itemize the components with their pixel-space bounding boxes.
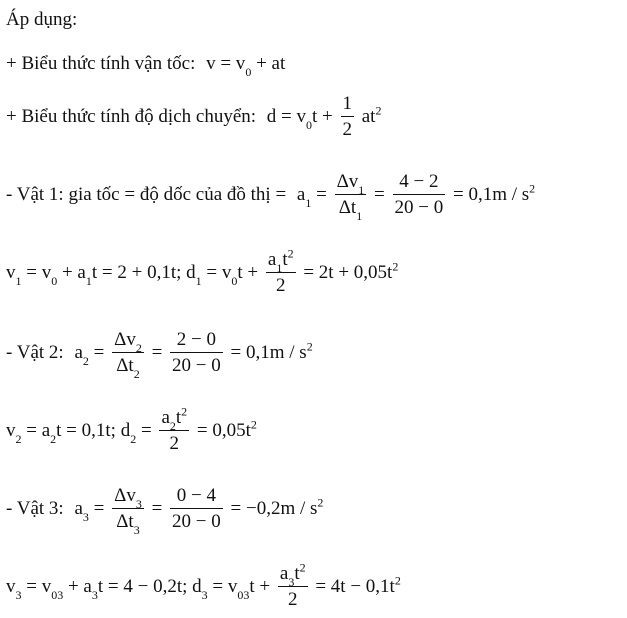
object3-label: - Vật 3:: [6, 498, 64, 519]
object2-delta-fraction: $\frac{\Delta v_2}{\Delta t_2}$: [114, 329, 142, 381]
object3-velocity: $v_3 = v_{03} + a_3t = 4 - 0,2t$; $d_3 = v_{03}t$ +: [6, 576, 271, 602]
object2-label: - Vật 2:: [6, 342, 64, 363]
displacement-label: + Biểu thức tính độ dịch chuyển:: [6, 106, 257, 127]
object1-value-fraction: $\frac{4 - 2}{20 - 0}$: [394, 171, 444, 218]
object3-acceleration-line: - Vật 3: $a_3$ = $\frac{\Delta v_3}{\Delta t_3}$ = $\frac{0 - 4}{20 - 0}$ = $-0,2m / s^2$: [6, 485, 324, 537]
velocity-formula-line: [6, 53, 286, 79]
object3-value-fraction: $\frac{0 - 4}{20 - 0}$: [172, 485, 221, 532]
object1-result: = $0,1m / s^2$: [452, 181, 536, 205]
object3-delta-fraction: $\frac{\Delta v_3}{\Delta t_3}$: [114, 485, 142, 537]
object1-label: - Vật 1: gia tốc = độ dốc của đồ thị =: [6, 184, 287, 205]
object1-displacement-fraction: $\frac{a_1t^2}{2}$: [267, 246, 294, 296]
object2-a: $a_2$ =: [74, 342, 105, 368]
object3-displacement-result: = $4t - 0,1t^2$: [315, 573, 401, 597]
object2-displacement-result: = $0,05t^2$: [196, 417, 257, 441]
velocity-label: + Biểu thức tính vận tốc:: [6, 53, 196, 74]
object2-value-fraction: $\frac{2 - 0}{20 - 0}$: [172, 329, 221, 376]
object2-equations-line: [6, 404, 257, 454]
displacement-formula-left: $d = v_0t$ +: [266, 106, 333, 132]
object2-acceleration-line: - Vật 2: $a_2$ = $\frac{\Delta v_2}{\Delta t_2}$ = $\frac{2 - 0}{20 - 0}$ = $0,1m / s^2$: [6, 329, 313, 381]
object3-result: = $-0,2m / s^2$: [230, 495, 324, 519]
object3-equations-line: [6, 560, 401, 610]
heading: [6, 10, 77, 29]
half-fraction: $\frac{1}{2}$: [342, 93, 352, 140]
velocity-formula: $v = v_0$ + at: [206, 53, 286, 79]
object1-velocity: $v_1 = v_0 + a_1t = 2 + 0,1t$; $d_1 = v_0t$ +: [6, 262, 259, 288]
object1-a: $a_1$ =: [296, 184, 327, 210]
object2-velocity: $v_2 = a_2t = 0,1t$; $d_2$ =: [6, 420, 152, 446]
displacement-formula-line: [6, 94, 381, 139]
displacement-formula-right: $at^2$: [361, 103, 382, 127]
object3-a: $a_3$ =: [74, 498, 105, 524]
object1-equations-line: [6, 246, 399, 296]
object3-displacement-fraction: $\frac{a_3t^2}{2}$: [279, 560, 306, 610]
object2-displacement-fraction: $\frac{a_2t^2}{2}$: [161, 404, 188, 454]
object1-delta-fraction: $\frac{\Delta v_1}{\Delta t_1}$: [336, 171, 365, 223]
object2-result: = $0,1m / s^2$: [230, 339, 313, 363]
apply-title: Áp dụng:: [6, 9, 78, 30]
object1-acceleration-line: - Vật 1: gia tốc = độ dốc của đồ thị = $a_1$ = $\frac{\Delta v_1}{\Delta t_1}$ = $\frac{4 - 2}{20 - 0}$ = $0,1m / s^2$: [6, 171, 536, 223]
object1-displacement-result: = $2t + 0,05t^2$: [303, 259, 399, 283]
